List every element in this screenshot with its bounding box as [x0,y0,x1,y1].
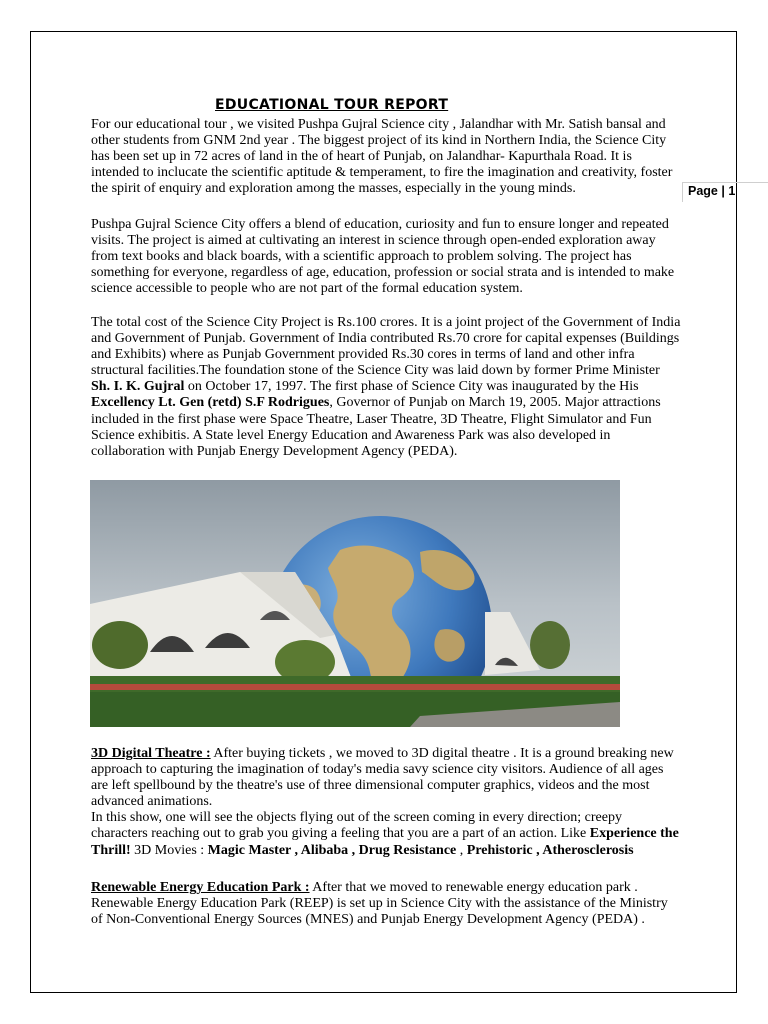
history-bold-gujral: Sh. I. K. Gujral [91,379,185,395]
theatre-thrill: Experience the Thrill! [91,826,679,858]
theatre-text-1: After buying tickets , we moved to 3D digital theatre . It is a ground breaking new approach to capturing the imagination of today's media savy science city visitors. Audience of all ages are left spellbound by the theatre's use of three dimensional computer graphics, videos and the most advanced animations. [91,746,674,810]
theatre-movies-2: Prehistoric , Atherosclerosis [466,842,634,858]
history-paragraph [91,315,681,460]
theatre-section [91,746,681,859]
history-text-2: on October 17, 1997. The first phase of Science City was inaugurated by the His [184,379,639,395]
report-title: EDUCATIONAL TOUR REPORT [215,97,449,113]
history-text-3: , Governor of Punjab on March 19, 2005. Major attractions included in the first phase were Space Theatre, Laser Theatre, 3D Theatre, Flight Simulator and Fun Science exhibitis. A State level Energy Education and Awareness Park was also developed in collaboration with Punjab Energy Development Agency (PEDA). [91,395,661,459]
energy-text-1: After that we moved to renewable energy education park . [309,880,638,895]
energy-section [91,880,681,928]
header-separator [682,182,683,202]
theatre-heading: 3D Digital Theatre : [91,746,211,761]
science-city-photo [90,480,620,727]
overview-paragraph: Pushpa Gujral Science City offers a blend of education, curiosity and fun to ensure longer and repeated visits. The project is aimed at cultivating an interest in science through open-ended exploration away from text books and black boards, with a scientific approach to problem solving. The project has something for everyone, regardless of age, education, profession or social strata and is intended to make science accessible to people who are not part of the formal education system. [91,217,675,297]
energy-heading: Renewable Energy Education Park : [91,880,310,895]
theatre-text-2: In this show, one will see the objects flying out of the screen coming in every direction; creepy characters reaching out to grab you giving a feeling that you are a part of an action. Like [91,810,622,842]
intro-paragraph: For our educational tour , we visited Pushpa Gujral Science city , Jalandhar with Mr. Satish bansal and other students from GNM 2nd year . The biggest project of its kind in Northern India, the Science City has been set up in 72 acres of land in the of heart of Punjab, on Jalandhar- Kapurthala Road. It is intended to inclucate the scientific aptitude & temperament, to fire the imagination and creativity, foster the spirit of enquiry and exploration among the masses, especially in the young minds. [91,117,673,197]
page-number: Page | 1 [688,184,736,198]
theatre-text-3: 3D Movies : [130,842,208,858]
theatre-movies: Magic Master , Alibaba , Drug Resistance [207,842,457,858]
history-text-1: The total cost of the Science City Project is Rs.100 crores. It is a joint project of the Government of India and Government of Punjab. Government of India contributed Rs.70 crore for capital expenses (Buildings and Exhibits) where as Punjab Government provided Rs.30 cores in terms of land and other infra structural facilities.The foundation stone of the Science City was laid down by former Prime Minister [91,315,681,379]
energy-text-2: Renewable Energy Education Park (REEP) is set up in Science City with the assistance of the Ministry of Non-Conventional Energy Sources (MNES) and Punjab Energy Development Agency (PEDA) . [91,896,668,928]
header-rule [682,182,768,183]
history-bold-rodrigues: Excellency Lt. Gen (retd) S.F Rodrigues [91,395,330,411]
theatre-sep: , [456,842,467,858]
